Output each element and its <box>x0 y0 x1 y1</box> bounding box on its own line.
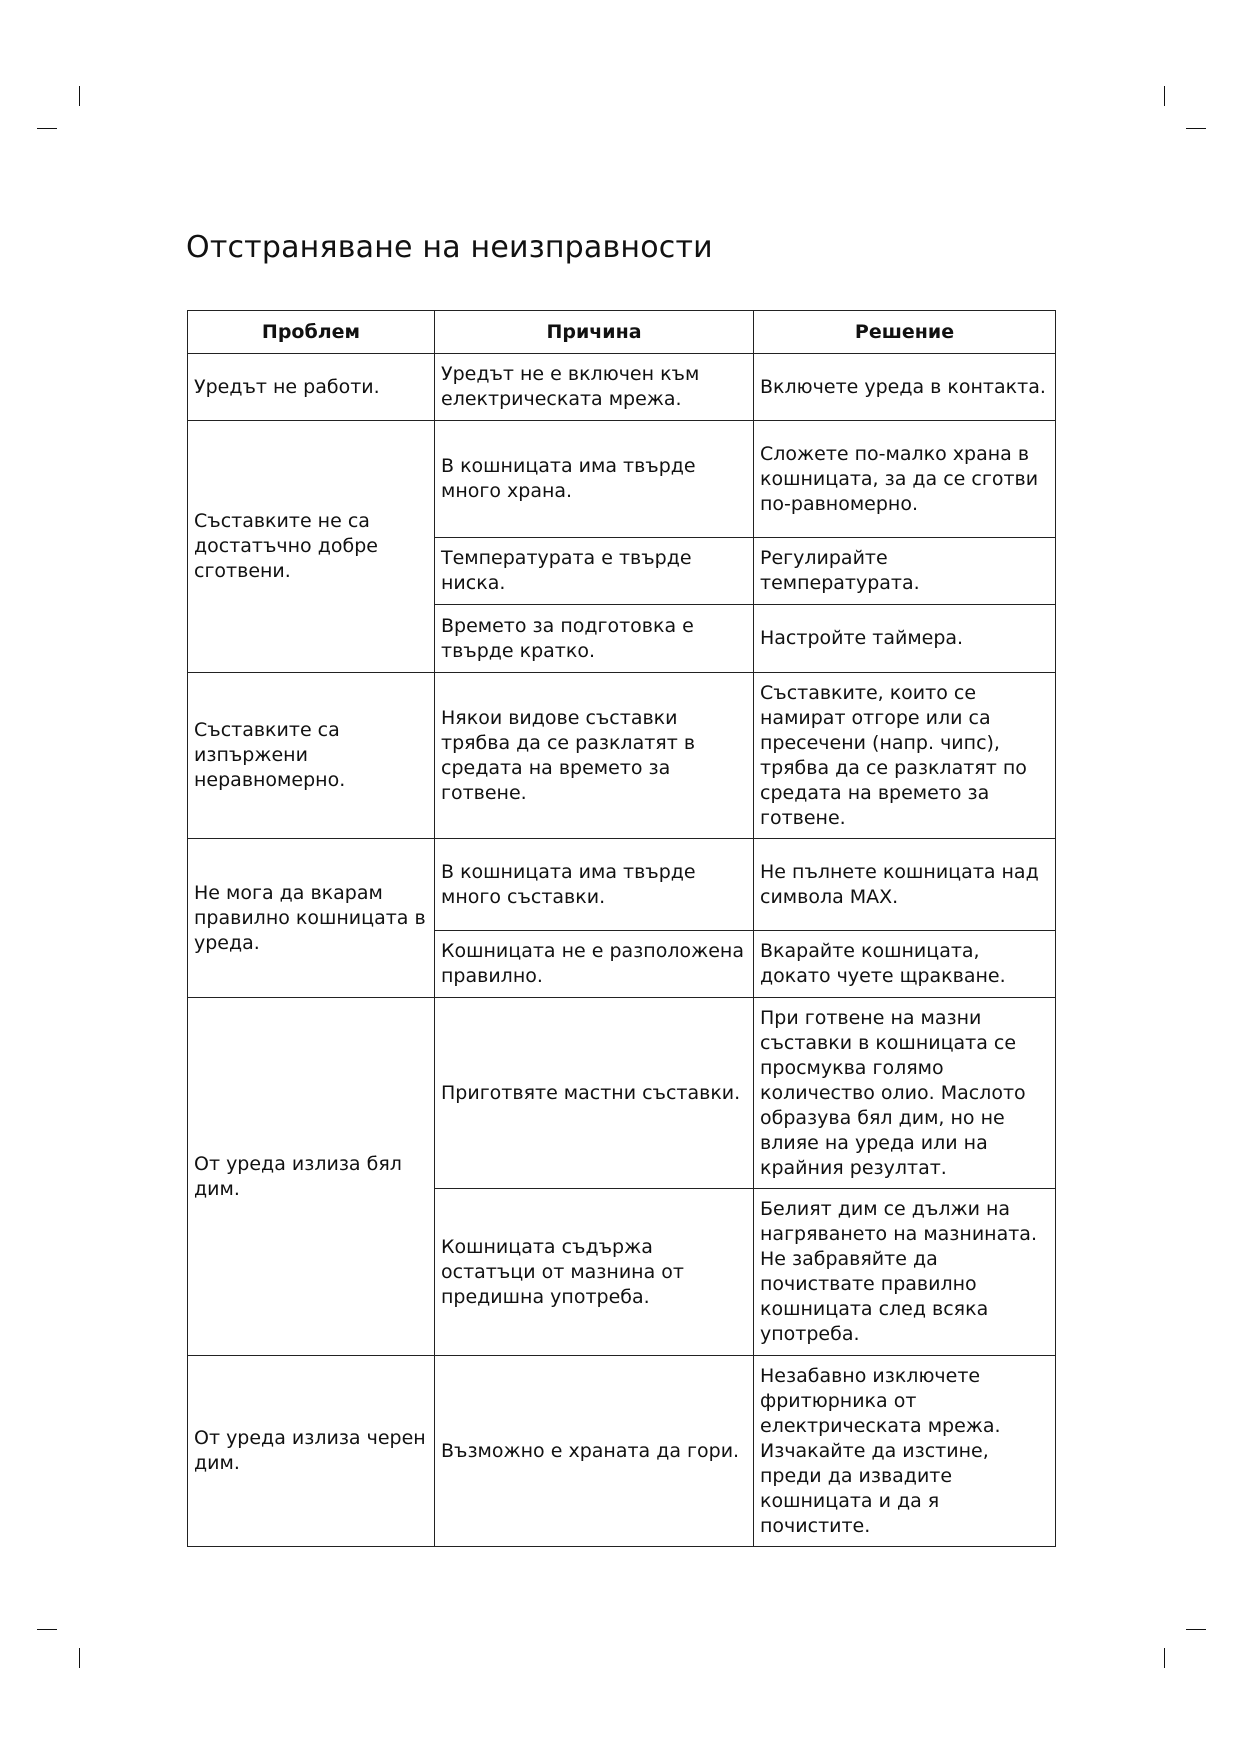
cause-cell: Уредът не е включен към електрическата мрежа. <box>435 354 754 421</box>
problem-cell: Съставките не са достатъчно добре сготвени. <box>188 421 435 673</box>
table-row <box>188 839 1056 931</box>
crop-mark <box>1186 128 1206 129</box>
table-row <box>188 1356 1056 1547</box>
solution-cell: Включете уреда в контакта. <box>754 354 1056 421</box>
cause-cell: Възможно е храната да гори. <box>435 1356 754 1547</box>
solution-cell: Вкарайте кошницата, докато чуете щракване. <box>754 931 1056 998</box>
problem-cell: От уреда излиза бял дим. <box>188 998 435 1356</box>
cause-cell: Времето за подготовка е твърде кратко. <box>435 605 754 673</box>
table-row <box>188 998 1056 1189</box>
crop-mark <box>37 1629 57 1630</box>
solution-cell: Настройте таймера. <box>754 605 1056 673</box>
solution-cell: При готвене на мазни съставки в кошницата се просмуква голямо количество олио. Маслото образува бял дим, но не влияе на уреда или на крайния резултат. <box>754 998 1056 1189</box>
troubleshooting-table <box>187 310 1056 1547</box>
table-row <box>188 354 1056 421</box>
problem-cell: Не мога да вкарам правилно кошницата в уреда. <box>188 839 435 998</box>
crop-mark <box>37 128 57 129</box>
crop-mark <box>79 1648 80 1668</box>
header-cause: Причина <box>435 311 754 354</box>
page-title: Отстраняване на неизправности <box>186 230 713 265</box>
cause-cell: Кошницата съдържа остатъци от мазнина от предишна употреба. <box>435 1189 754 1356</box>
problem-cell: Съставките са изпържени неравномерно. <box>188 673 435 839</box>
solution-cell: Регулирайте температурата. <box>754 538 1056 605</box>
cause-cell: Някои видове съставки трябва да се разклатят в средата на времето за готвене. <box>435 673 754 839</box>
solution-cell: Не пълнете кошницата над символа MAX. <box>754 839 1056 931</box>
solution-cell: Сложете по-малко храна в кошницата, за да се сготви по-равномерно. <box>754 421 1056 538</box>
problem-cell: Уредът не работи. <box>188 354 435 421</box>
header-problem: Проблем <box>188 311 435 354</box>
table-row <box>188 421 1056 538</box>
cause-cell: В кошницата има твърде много храна. <box>435 421 754 538</box>
header-solution: Решение <box>754 311 1056 354</box>
cause-cell: В кошницата има твърде много съставки. <box>435 839 754 931</box>
solution-cell: Белият дим се дължи на нагряването на мазнината. Не забравяйте да почиствате правилно кошницата след всяка употреба. <box>754 1189 1056 1356</box>
crop-mark <box>79 86 80 106</box>
problem-cell: От уреда излиза черен дим. <box>188 1356 435 1547</box>
crop-mark <box>1186 1629 1206 1630</box>
cause-cell: Кошницата не е разположена правилно. <box>435 931 754 998</box>
solution-cell: Незабавно изключете фритюрника от електрическата мрежа. Изчакайте да изстине, преди да извадите кошницата и да я почистите. <box>754 1356 1056 1547</box>
table-header-row <box>188 311 1056 354</box>
crop-mark <box>1164 86 1165 106</box>
table-row <box>188 673 1056 839</box>
cause-cell: Температурата е твърде ниска. <box>435 538 754 605</box>
solution-cell: Съставките, които се намират отгоре или са пресечени (напр. чипс), трябва да се разклатят по средата на времето за готвене. <box>754 673 1056 839</box>
crop-mark <box>1164 1648 1165 1668</box>
cause-cell: Приготвяте мастни съставки. <box>435 998 754 1189</box>
